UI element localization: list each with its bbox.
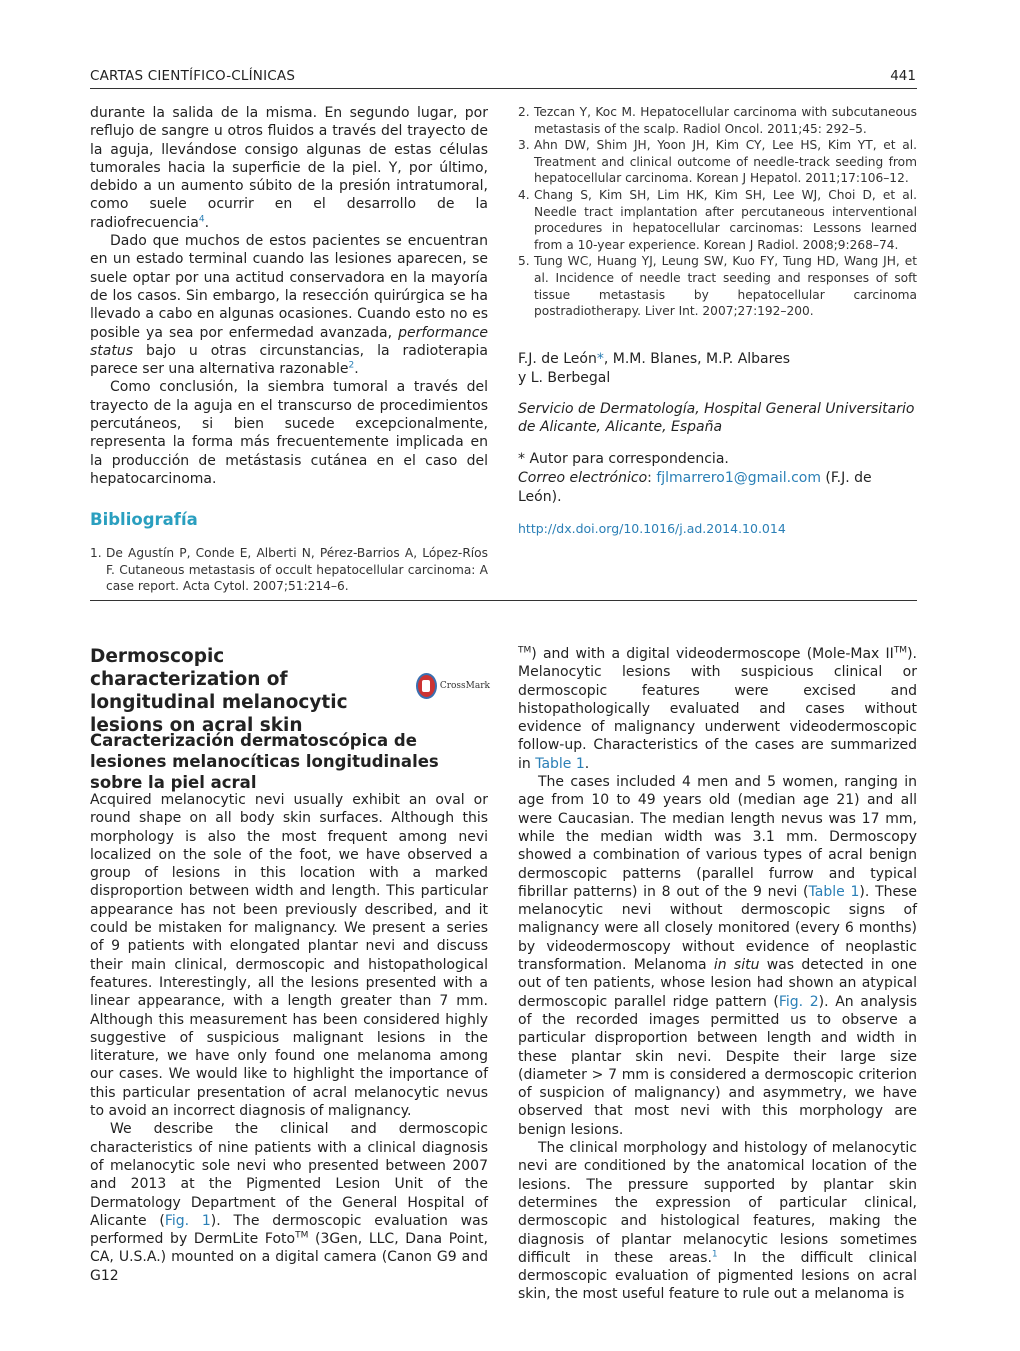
letter2-paragraph-2-continued: ™) and with a digital videodermoscope (Mole-Max II™). Melanocytic lesions with suspicious clinical or dermoscopic features were excised and histopathologically evaluated and cases without evidence of malignancy underwent videodermoscopic follow-up. Characteristics of the cases are summarized in Table 1. (518, 645, 917, 772)
figure-1-link[interactable]: Fig. 1 (164, 1212, 211, 1229)
running-title: CARTAS CIENTÍFICO-CLÍNICAS (90, 68, 296, 84)
letter1-paragraph-3: Como conclusión, la siembra tumoral a través del trayecto de la aguja en el transcurso de procedimientos percutáneos, si bien sucede excepcionalmente, representa la forma más frecuentemente implicada en la producción de metástasis cutánea en el caso del hepatocarcinoma. (90, 379, 488, 487)
crossmark-badge[interactable]: CrossMark (416, 672, 490, 700)
article-title-english: Dermoscopic characterization of longitudinal melanocytic lesions on acral skin (90, 646, 348, 736)
letter2-left-column (90, 791, 488, 1285)
reference-item: 5. Tung WC, Huang YJ, Leung SW, Kuo FY, Tung HD, Wang JH, et al. Incidence of needle tract seeding and responses of soft tissue metastasis by hepatocellular carcinoma postradiotherapy. Liver Int. 2007;27:192–200. (518, 254, 917, 319)
reference-list-left (90, 545, 488, 595)
reference-item: 1. De Agustín P, Conde E, Alberti N, Pérez-Barrios A, López-Ríos F. Cutaneous metastasis of occult hepatocellular carcinoma: A case report. Acta Cytol. 2007;51:214–6. (90, 546, 488, 594)
doi-link[interactable]: http://dx.doi.org/10.1016/j.ad.2014.10.014 (518, 520, 786, 536)
article-separator (90, 600, 917, 601)
reference-item: 4. Chang S, Kim SH, Lim HK, Kim SH, Lee WJ, Choi D, et al. Needle tract implantation after percutaneous interventional procedures in hepatocellular carcinomas: Lessons learned from a 10-year experience. Korean J Radiol. 2008;9:268–74. (518, 187, 917, 252)
correspondence-note: * Autor para correspondencia. Correo electrónico: fjlmarrero1@gmail.com (F.J. de León). (518, 450, 872, 505)
reference-item: 2. Tezcan Y, Koc M. Hepatocellular carcinoma with subcutaneous metastasis of the scalp. Radiol Oncol. 2011;45: 292–5. (518, 105, 917, 136)
corresponding-author-mark[interactable]: * (596, 350, 604, 367)
author-list: F.J. de León*, M.M. Blanes, M.P. Albares y L. Berbegal (518, 350, 790, 386)
reference-list-right (518, 104, 917, 320)
table-1-link[interactable]: Table 1 (808, 883, 860, 900)
letter1-right-column (518, 104, 917, 536)
letter1-paragraph-1: durante la salida de la misma. En segundo lugar, por reflujo de sangre u otros fluidos a través del trayecto de la aguja, llevándose consigo algunas de estas células tumorales hacia la superficie de la piel. Y, por último, debido a un aumento súbito de la presión intratumoral, como suele ocurrir en el desarrollo de la radiofrecuencia$^4$. (90, 105, 488, 231)
citation-1[interactable]: 1 (711, 1249, 718, 1260)
letter2-paragraph-1: Acquired melanocytic nevi usually exhibit an oval or round shape on all body skin surfaces. Although this morphology is also the most frequent among nevi localized on the sole of the foot, we have observed a group of lesions in this location with a marked disproportion between width and length. This particular appearance has not been previously described, and it could be mistaken for malignancy. We present a series of 9 patients with elongated plantar nevi and discuss their main clinical, dermoscopic and histopathological features. Interestingly, all the lesions presented with a linear appearance, with a length greater than 7 mm. Although this measurement has been considered highly suggestive of suspicious malignant lesions in the literature, we have only found one melanoma among our cases. We would like to highlight the importance of this particular presentation of acral melanocytic nevus to avoid an incorrect diagnosis of malignancy. (90, 792, 488, 1120)
letter2-paragraph-2: We describe the clinical and dermoscopic characteristics of nine patients with a clinical diagnosis of melanocytic sole nevi who presented between 2007 and 2013 at the Pigmented Lesion Unit of the Dermatology Department of the General Hospital of Alicante (Fig. 1). The dermoscopic evaluation was performed by DermLite Foto™ (3Gen, LLC, Dana Point, CA, U.S.A.) mounted on a digital camera (Canon G9 and G12 (90, 1121, 488, 1284)
bibliography-heading: Bibliografía (90, 510, 198, 530)
letter2-paragraph-4: The clinical morphology and histology of melanocytic nevi are conditioned by the anatomical location of the lesions. The pressure supported by plantar skin determines the expression of particular clinical, dermoscopic and histological features, making the diagnosis of plantar melanocytic lesions sometimes difficult in these areas.$^1$ In the difficult clinical dermoscopic evaluation of pigmented lesions on acral skin, the most useful feature to rule out a melanoma is (518, 1140, 917, 1303)
letter2-paragraph-3: The cases included 4 men and 5 women, ranging in age from 10 to 49 years old (median age 21) and all were Caucasian. The median length nevus was 17 mm, while the median width was 3.1 mm. Dermoscopy showed a combination of various types of acral benign dermoscopic patterns (parallel furrow and typical fibrillar patterns) in 8 out of the 9 nevi (Table 1). These melanocytic nevi without dermoscopic signs of malignancy were all closely monitored (every 6 months) by videodermoscopy without evidence of neoplastic transformation. Melanoma in situ was detected in one out of ten patients, whose lesion had shown an atypical dermoscopic parallel ridge pattern (Fig. 2). An analysis of the recorded images permitted us to observe a particular disproportion between length and width in these plantar skin nevi. Despite their large size (diameter > 7 mm is considered a dermoscopic criterion of suspicion of malignancy) and asymmetry, we have observed that most nevi with this morphology are benign lesions. (518, 774, 918, 1138)
crossmark-icon (416, 673, 437, 699)
article-title-spanish: Caracterización dermatoscópica de lesiones melanocíticas longitudinales sobre la piel acral (90, 731, 439, 792)
page-number: 441 (890, 68, 916, 84)
header-rule (90, 88, 917, 89)
letter2-right-column (518, 645, 917, 1304)
table-1-link[interactable]: Table 1 (535, 755, 585, 772)
email-link[interactable]: fjlmarrero1@gmail.com (656, 469, 821, 486)
figure-2-link[interactable]: Fig. 2 (778, 993, 819, 1010)
affiliation: Servicio de Dermatología, Hospital General Universitario de Alicante, Alicante, España (518, 400, 915, 435)
citation-4[interactable]: 4 (198, 214, 205, 225)
citation-2[interactable]: 2 (348, 360, 355, 371)
reference-item: 3. Ahn DW, Shim JH, Yoon JH, Kim CY, Lee HS, Kim YT, et al. Treatment and clinical outcome of needle-track seeding from hepatocellular carcinoma. Korean J Hepatol. 2011;17:106–12. (518, 138, 917, 186)
letter1-left-column (90, 104, 488, 595)
letter1-paragraph-2: Dado que muchos de estos pacientes se encuentran en un estado terminal cuando las lesiones aparecen, se suele optar por una actitud conservadora en la mayoría de los casos. Sin embargo, la resección quirúrgica se ha llevado a cabo en algunas ocasiones. Cuando esto no es posible ya sea por enfermedad avanzada, performance status bajo u otras circunstancias, la radioterapia parece ser una alternativa razonable$^2$. (90, 233, 488, 378)
